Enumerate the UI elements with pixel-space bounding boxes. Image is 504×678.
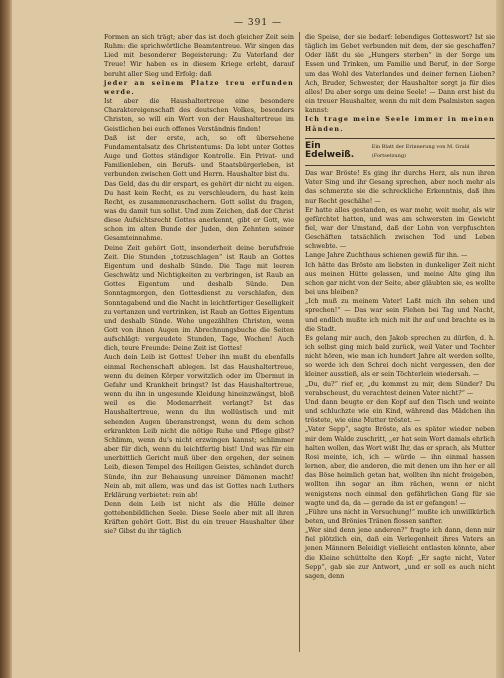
paragraph: „Ich muß zu meinem Vater! Laßt mich ihn sehen und sprechen!“ — Das war sein Flehen bei Tag und Nacht, und endlich mußte ich mich mit ihr auf und brachte es in die Stadt. bbox=[305, 297, 495, 333]
paragraph: Auch dein Leib ist Gottes! Ueber ihn mußt du ebenfalls einmal Rechenschaft ablegen. Ist das Haushaltertreue, wenn du deinen Körper vorwitzlich oder im Übermut in Gefahr und Krankheit bringst? Ist das Haushaltertreue, wenn du ihn in ungesunde Kleidung hineinzwängst, bloß weil es die Modenarrheit verlangt? Ist das Haushaltertreue, wenn du ihn wollüstisch und mit sehenden Augen überanstrengst, wenn du dem schon erkrankten Leib nicht die nötige Ruhe und Pflege gibst? Schlimm, wenn du’s nicht erzwingen kannst; schlimmer aber für dich, wenn du leichtfertig bist! Und was für ein unerbittlich Gericht muß über den ergehen, der seinen Leib, diesen Tempel des Heiligen Geistes, schändet durch Sünde, ihn zur Behausung unreiner Dämonen macht! Nein ab, mit allem, was und das ist Gottes nach Luthers Erklärung verbietet: rein ab! bbox=[104, 353, 294, 499]
paragraph: Lange Jahre Zuchthaus schienen gewiß für ihn. — bbox=[305, 251, 468, 260]
paragraph: „Vater Sepp“, sagte Bröste, als es später wieder neben mir dem Walde zuschritt, „er hat sein Wort damals ehrlich halten wollen, das Wort wißt Ihr, das er sprach, als Mutter Rosi meinte, ich, ich — würde — ihn einmal hassen lernen, aber, die anderen, die mit denen um ihn her er all das Böse heimlich getan hat, wollten ihn nicht freigeben, wollten ihn sogar an ihm rächen, wenn er nicht wenigstens noch einmal den gefährlichen Gang für sie wagte und da, da — gerade da ist er gefangen! — bbox=[305, 425, 495, 507]
paragraph: Deine Zeit gehört Gott, insonderheit deine berufsfreie Zeit. Die Stunden „totzuschlagen“ ist Raub an Gottes Eigentum und deshalb Sünde. Die Tage mit leeren Geschwätz und Nichtigkeiten zu verbringen, ist Raub an Gottes Eigentum und deshalb Sünde. Den Sonntagmorgen, den Gottesdienst zu verschlafen, den Sonntagabend und die Nacht in leichtfertiger Geselligkeit zu vertanzen und vertrinken, ist Raub an Gottes Eigentum und deshalb Sünde. Wehe ungezählten Christen, wenn Gott von ihnen Augen im Abrechnungsbuche die Seiten aufschlägt: vergeudete Stunden, Tage, Wochen! Auch dich, teure Freunde: Deine Zeit ist Gottes! bbox=[104, 243, 294, 353]
right-column bbox=[305, 33, 495, 581]
book-spine bbox=[0, 0, 12, 678]
left-column bbox=[104, 33, 294, 537]
paragraph: Er hatte alles gestanden, es war mehr, weit mehr, als wir gefürchtet hatten, und was am schwersten im Gewicht fiel, war der Umstand, daß der Lohn von verpfuschten Geschäften tatsächlich zwischen Tod und Leben schwebte. — bbox=[305, 205, 495, 251]
paragraph: „Wer sind denn jene anderen?“ fragte ich dann, denn mir fiel plötzlich ein, daß ein Verlegenheit ihres Vaters an jenen Männern Beleidigt vielleicht entlasten könnte, aber die Kleine schüttelte den Kopf: „Er sagte nicht, Vater Sepp“, gab sie zur Antwort, „und er soll es auch nicht sagen, denn bbox=[305, 526, 495, 580]
page-edge bbox=[496, 0, 504, 678]
paragraph: die Speise, der sie bedarf: lebendiges Gotteswort? Ist sie täglich im Gebet verbunden mit dem, der sie geschaffen? Oder läßt du sie „Hungers sterben“ in der Sorge um Essen und Trinken, um Familie und Beruf, in der Sorge um das Wohl des Vaterlandes und deiner fernen Lieben? Ach, Bruder, Schwester, der Haushalter sorgt ja für dies alles! Du aber sorge um deine Seele! — Dann erst bist du ein treuer Haushalter, wenn du mit dem Psalmisten sagen kannst: bbox=[305, 33, 495, 115]
emphasis-line: jeder an seinem Platze treu erfunden werde. bbox=[104, 78, 294, 96]
paragraph: Es gelang mir auch, den Jakob sprechen zu dürfen, d. h. ich selbst ging mich bald zurück, weil Vater und Tochter nicht hören, wie man ich hundert Jahre alt werden sollte, so werde ich den Schrei doch nicht vergessen, den der kleiner ausstieß, als er sein Töchterlein wiedersah. — bbox=[305, 333, 495, 379]
column-divider bbox=[299, 32, 300, 652]
story-title: Ein Edelweiß. bbox=[305, 140, 355, 160]
paragraph: „Du, du?“ rief er, „du kommst zu mir, dem Sünder? Du verabscheust, du verachtest deinen Vater nicht?“ — bbox=[305, 379, 495, 397]
emphasis-line: Ich trage meine Seele immer in meinen Händen. bbox=[305, 115, 495, 133]
story-heading bbox=[305, 142, 495, 161]
paragraph: Denn dein Leib ist nicht als die Hülle deiner gottebenbildlichen Seele. Diese Seele aber mit all ihren Kräften gehört Gott. Bist du ein treuer Haushalter über sie? Gibst du ihr täglich bbox=[104, 499, 294, 536]
book-page bbox=[12, 0, 504, 678]
paragraph: Daß ist der erste, ach, so oft übersehene Fundamentalsatz des Christentums: Da lebt unter Gottes Auge und Gottes ständiger Kontrolle. Ein Privat- und Familienleben, ein Berufs- und Staatsbürgerleben, ist verbunden zwischen Gott und Herrn. Haushalter bist du. bbox=[104, 133, 294, 179]
page-number: — 391 — bbox=[234, 18, 282, 28]
paragraph: Das Geld, das du dir erspart, es gehört dir nicht zu eigen. Du hast kein Recht, es zu verschleudern, du hast kein Recht, es zusammenzuschachern. Gott sollst du fragen, was du damit tun sollst. Und zum Zeichen, daß der Christ diese Aufsichtsrecht Gottes anerkennt, gibt er Gott, wie schon im alten Bunde der Juden, den Zehnten seiner Gesamteinnahme. bbox=[104, 179, 294, 243]
paragraph: Formen an sich trägt; aber das ist doch gleicher Zeit sein Ruhm: die sprichwörtliche Beamtentreue. Wir singen das Lied mit besonderer Begeisterung: Zu Vaterland der Treue! Wir haben es in diesem Kriege erlebt, darauf beruht aller Sieg und Erfolg: daß bbox=[104, 33, 294, 78]
section-rule bbox=[305, 165, 495, 166]
paragraph: Und dann beugte er den Kopf auf den Tisch und weinte und schluchzte wie ein Kind, während das Mädchen ihn tröstete, wie eine Mutter tröstet. — bbox=[305, 397, 495, 425]
story-subtitle: Ein Blatt der Erinnerung von M. Grabl (Fortsetzung) bbox=[371, 143, 470, 159]
paragraph: „Führe uns nicht in Versuchung!“ mußte ich unwillkürlich beten, und Brönies Tränen flossen sanfter. bbox=[305, 507, 495, 525]
paragraph: Das war Bröste! Es ging ihr durchs Herz, als nun ihren Vater Sing und ihr Gesang sprechen, aber noch mehr als das schmerzte sie die schreckliche Erkenntnis, daß ihm nur Recht geschähe! — bbox=[305, 169, 495, 205]
paragraph: Ich hätte das Bröste am liebsten in dunkeliger Zeit nicht aus meinen Hütte gelassen, und meine Alte ging ihn schon gar nicht von der Seite, aber gläubten sie, es wollte bei uns bleiben? bbox=[305, 260, 495, 297]
paragraph: Ist aber die Haushaltertreue eine besondere Charaktereigenschaft des deutschen Volkes, besonders Christen, so will ein Wort von der Haushaltertreue im Geistlichen bei euch offenes Verständnis finden! bbox=[104, 97, 294, 133]
section-rule bbox=[305, 138, 495, 139]
